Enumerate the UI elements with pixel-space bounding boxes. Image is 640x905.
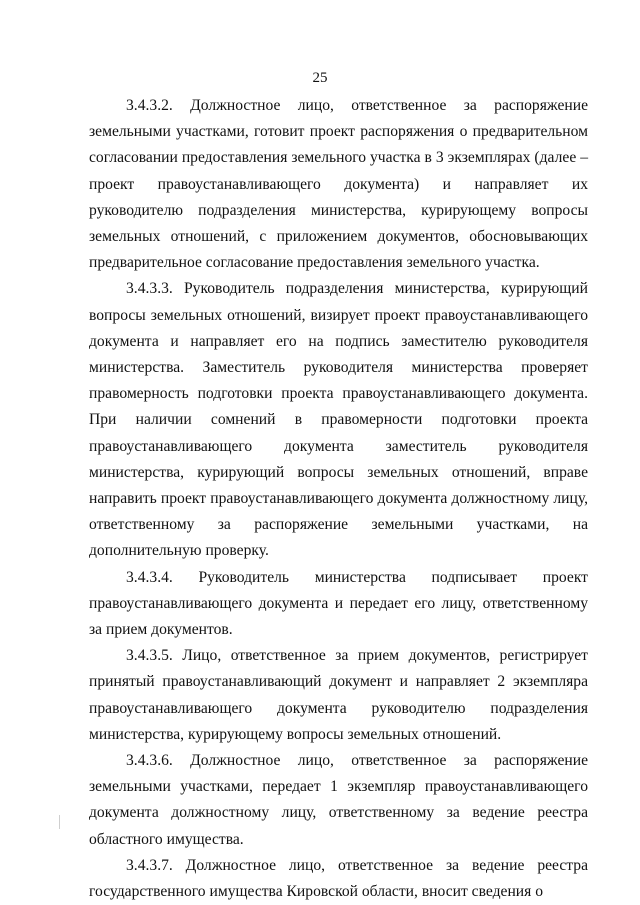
scan-margin-mark bbox=[59, 815, 60, 829]
document-body bbox=[89, 93, 588, 905]
paragraph-3-4-3-7: 3.4.3.7. Должностное лицо, ответственное за ведение реестра государственного имущества Кировской области, вносит сведения о bbox=[89, 856, 588, 901]
paragraph-3-4-3-3: 3.4.3.3. Руководитель подразделения министерства, курирующий вопросы земельных отношений, визирует проект правоустанавливающего документа и направляет его на подпись заместителю руководителя министерства. Заместитель руководителя министерства проверяет правомерность подготовки проекта правоустанавливающего документа. При наличии сомнений в правомерности подготовки проекта правоустанавливающего документа заместитель руководителя министерства, курирующий вопросы земельных отношений, вправе направить проект правоустанавливающего документа должностному лицу, ответственному за распоряжение земельными участками, на дополнительную проверку. bbox=[89, 280, 588, 560]
paragraph-3-4-3-5: 3.4.3.5. Лицо, ответственное за прием документов, регистрирует принятый правоустанавливающий документ и направляет 2 экземпляра правоустанавливающего документа руководителю подразделения министерства, курирующему вопросы земельных отношений. bbox=[89, 647, 588, 743]
paragraph-3-4-3-2: 3.4.3.2. Должностное лицо, ответственное за распоряжение земельными участками, готовит проект распоряжения о предварительном согласовании предоставления земельного участка в 3 экземплярах (далее – проект правоустанавливающего документа) и направляет их руководителю подразделения министерства, курирующему вопросы земельных отношений, с приложением документов, обосновывающих предварительное согласование предоставления земельного участка. bbox=[89, 97, 588, 272]
page-number: 25 bbox=[312, 70, 328, 86]
paragraph-3-4-3-4: 3.4.3.4. Руководитель министерства подписывает проект правоустанавливающего документа и передает его лицу, ответственному за прием документов. bbox=[89, 568, 588, 639]
paragraph-3-4-3-6: 3.4.3.6. Должностное лицо, ответственное за распоряжение земельными участками, передает 1 экземпляр правоустанавливающего документа должностному лицу, ответственному за ведение реестра областного имущества. bbox=[89, 752, 588, 848]
